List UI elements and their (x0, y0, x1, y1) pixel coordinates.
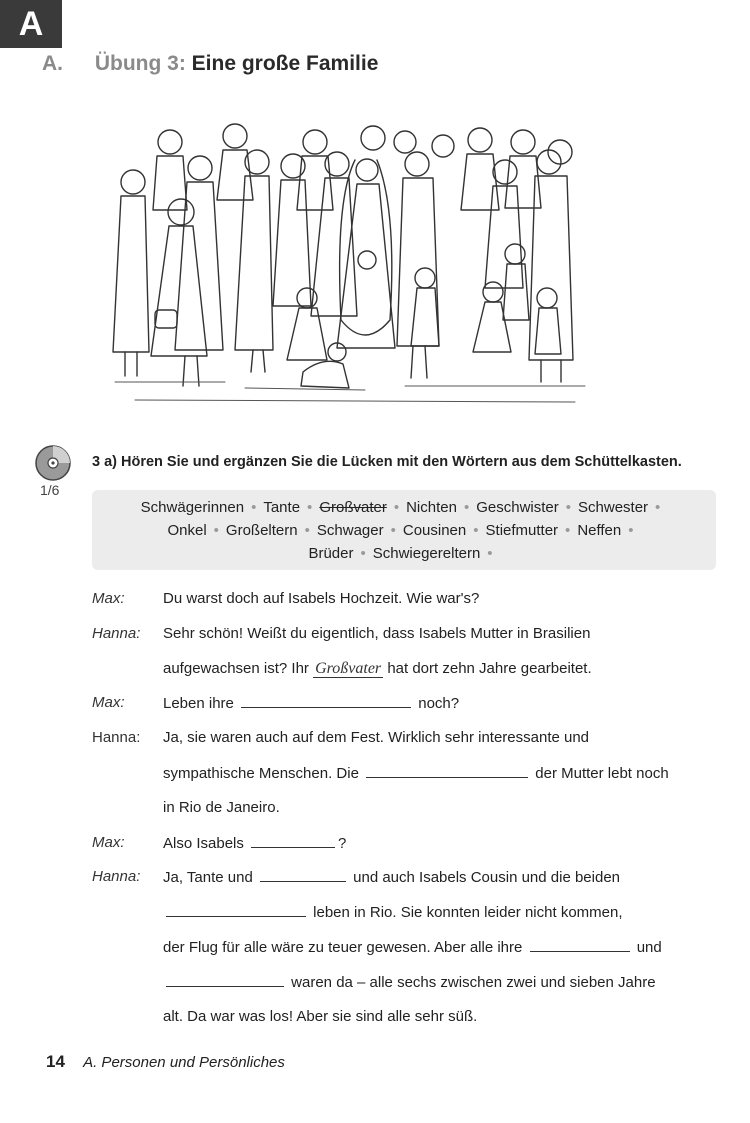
word-box-line (308, 542, 499, 565)
dialogue-line (92, 590, 732, 625)
word-box (92, 490, 716, 570)
text-segment: alt. Da war was los! Aber sie sind alle sehr süß. (163, 1007, 478, 1025)
bullet-separator: • (390, 521, 396, 539)
text-segment: und (632, 938, 662, 956)
dialogue-line (92, 660, 732, 695)
text-segment: Ja, sie waren auch auf dem Fest. Wirklich sehr interessante und (163, 729, 590, 747)
text-segment: Du warst doch auf Isabels Hochzeit. Wie war's? (163, 590, 480, 607)
dialogue-text (163, 729, 589, 746)
chapter-tab: A (0, 0, 62, 48)
speaker-name: Max: (92, 833, 125, 851)
speaker-name: Max: (92, 590, 125, 607)
audio-track-number: 1/6 (40, 482, 60, 498)
word-option: Schwager (316, 521, 384, 539)
fill-in-blank[interactable] (260, 868, 346, 882)
dialogue-line (92, 694, 732, 729)
bullet-separator: • (304, 521, 310, 539)
text-segment: waren da – alle sechs zwischen zwei und sieben Jahre (287, 973, 656, 991)
text-segment: hat dort zehn Jahre gearbeitet. (383, 659, 592, 677)
bullet-separator: • (393, 498, 400, 516)
word-option: Brüder (308, 544, 354, 562)
word-option: Stiefmutter (485, 521, 559, 539)
dialogue-line (92, 625, 732, 660)
word-option: Onkel (167, 521, 207, 539)
dialogue-text (163, 938, 662, 956)
cd-icon (34, 444, 72, 482)
fill-in-blank[interactable] (166, 903, 306, 917)
bullet-separator: • (655, 498, 661, 516)
speaker-name: Hanna: (92, 624, 141, 642)
fill-in-blank[interactable] (530, 938, 630, 952)
dialogue-line (92, 729, 732, 764)
dialogue-text (163, 694, 459, 712)
family-illustration (105, 120, 605, 410)
page-footer (46, 1052, 285, 1072)
word-used: Großvater (319, 498, 387, 516)
bullet-separator: • (487, 544, 493, 562)
dialogue-line (92, 1008, 732, 1043)
bullet-separator: • (360, 544, 366, 562)
bullet-separator: • (473, 521, 479, 539)
exercise-title: Eine große Familie (191, 52, 379, 75)
dialogue-text (163, 799, 280, 816)
dialogue-text (163, 973, 656, 991)
dialogue-text (163, 834, 346, 852)
text-segment: Also Isabels (163, 834, 249, 852)
text-segment: und auch Isabels Cousin und die beiden (348, 869, 621, 887)
text-segment: in Rio de Janeiro. (163, 798, 280, 816)
exercise-header (42, 52, 378, 76)
fill-in-blank[interactable] (241, 694, 411, 708)
bullet-separator: • (628, 521, 634, 539)
bullet-separator: • (213, 521, 219, 539)
text-segment: sympathische Menschen. Die (163, 764, 364, 782)
text-segment: Leben ihre (163, 695, 239, 713)
dialogue-line (92, 868, 732, 903)
dialogue-text (163, 625, 590, 642)
speaker-name: Hanna: (92, 868, 141, 886)
bullet-separator: • (565, 521, 571, 539)
bullet-separator: • (251, 498, 257, 516)
word-box-line (167, 519, 640, 542)
dialogue-line (92, 973, 732, 1008)
bullet-separator: • (307, 498, 313, 516)
word-option: Neffen (577, 521, 622, 539)
dialogue-exercise (92, 590, 732, 1042)
dialogue-text (163, 660, 592, 678)
text-segment: aufgewachsen ist? Ihr (163, 659, 314, 677)
dialogue-line (92, 938, 732, 973)
text-segment: ? (338, 834, 347, 852)
word-option: Cousinen (402, 521, 467, 539)
speaker-name: Max: (92, 694, 125, 712)
page-number: 14 (46, 1052, 65, 1071)
dialogue-text (163, 868, 620, 886)
text-segment: noch? (414, 695, 460, 713)
dialogue-line (92, 764, 732, 799)
exercise-label: Übung 3: (94, 52, 186, 75)
word-option: Großeltern (225, 521, 298, 539)
dialogue-text (163, 590, 479, 607)
bullet-separator: • (463, 498, 470, 516)
dialogue-line (92, 799, 732, 834)
word-option: Schwägerinnen (140, 498, 245, 516)
dialogue-text (163, 1008, 477, 1025)
fill-in-blank[interactable] (251, 834, 335, 848)
text-segment: Ja, Tante und (163, 869, 257, 887)
word-option: Geschwister (476, 498, 559, 516)
chapter-label: A. (42, 52, 63, 75)
text-segment: der Flug für alle wäre zu teuer gewesen. Aber alle ihre (163, 938, 527, 956)
text-segment: der Mutter lebt noch (531, 764, 669, 782)
word-option: Schwester (578, 498, 649, 516)
speaker-name: Hanna: (92, 729, 141, 747)
fill-in-blank[interactable] (366, 764, 528, 778)
task-instruction: 3 a) Hören Sie und ergänzen Sie die Lücken mit den Wörtern aus dem Schüttelkasten. (92, 454, 682, 470)
word-option: Schwiegereltern (372, 544, 481, 562)
dialogue-text (163, 764, 669, 782)
section-title: A. Personen und Persönliches (83, 1054, 285, 1071)
fill-in-blank[interactable] (166, 973, 284, 987)
word-option: Tante (263, 498, 301, 516)
text-segment: leben in Rio. Sie konnten leider nicht kommen, (309, 904, 623, 922)
bullet-separator: • (565, 498, 572, 516)
word-box-line (141, 496, 668, 519)
dialogue-line (92, 903, 732, 938)
filled-answer: Großvater (315, 659, 382, 677)
text-segment: Sehr schön! Weißt du eigentlich, dass Isabels Mutter in Brasilien (163, 624, 591, 642)
dialogue-text (163, 903, 623, 921)
dialogue-line (92, 834, 732, 869)
word-option: Nichten (406, 498, 457, 516)
